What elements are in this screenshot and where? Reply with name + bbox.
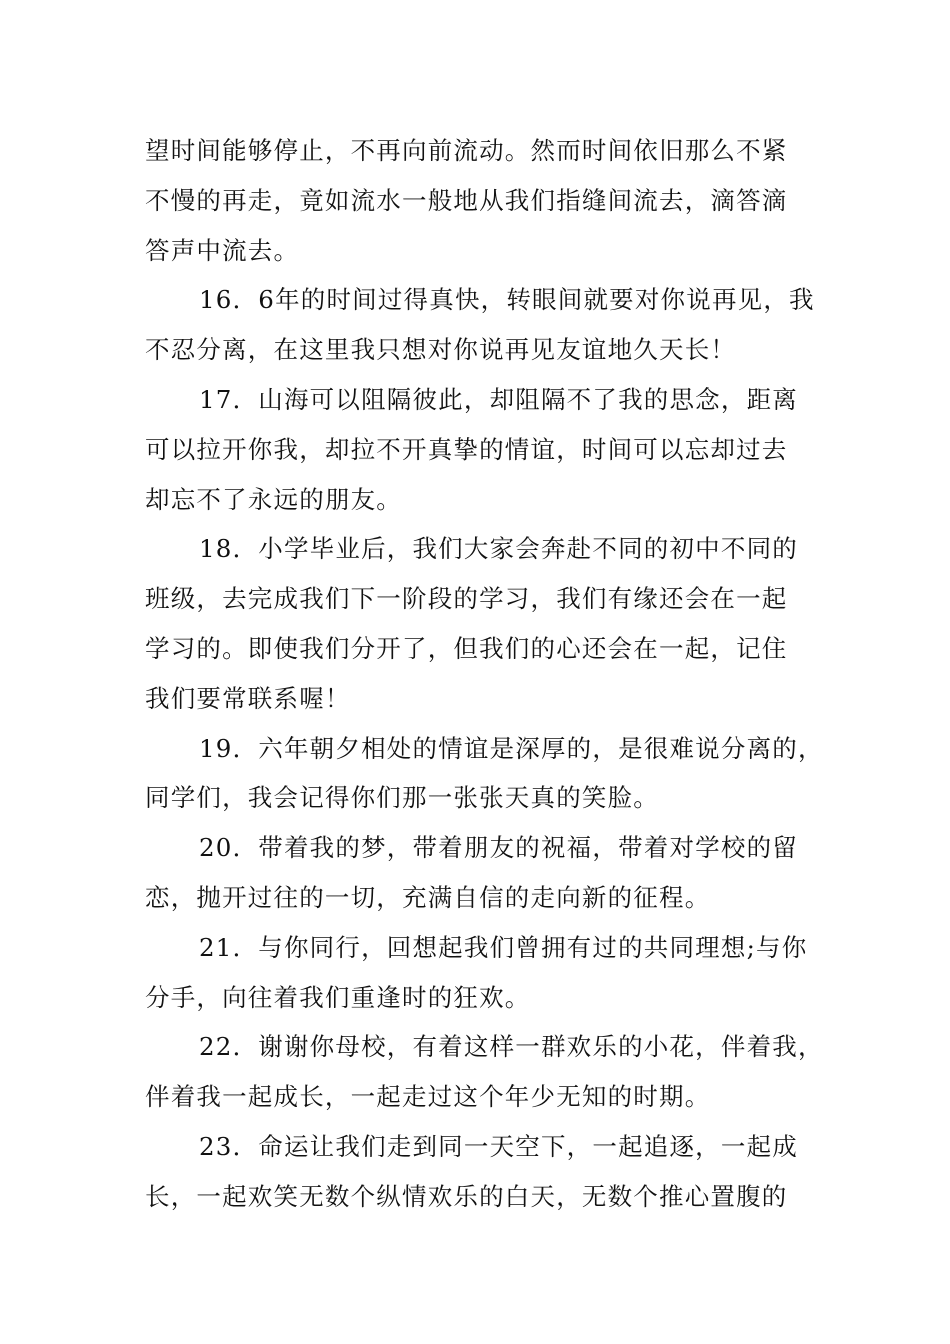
text-line: 同学们，我会记得你们那一张张天真的笑脸。 <box>145 783 659 813</box>
text-line: 我们要常联系喔！ <box>145 683 351 713</box>
text-line: 伴着我一起成长，一起走过这个年少无知的时期。 <box>145 1082 711 1112</box>
text-line: 18．小学毕业后，我们大家会奔赴不同的初中不同的 <box>199 534 798 564</box>
text-line: 23．命运让我们走到同一天空下，一起追逐，一起成 <box>199 1131 798 1161</box>
text-line: 长，一起欢笑无数个纵情欢乐的白天，无数个推心置腹的 <box>145 1181 788 1211</box>
text-line: 分手，向往着我们重逢时的狂欢。 <box>145 982 531 1012</box>
text-line: 19．六年朝夕相处的情谊是深厚的，是很难说分离的， <box>199 733 824 763</box>
text-line: 17．山海可以阻隔彼此，却阻隔不了我的思念，距离 <box>199 384 798 414</box>
text-line: 望时间能够停止，不再向前流动。然而时间依旧那么不紧 <box>145 136 788 165</box>
text-line: 16．6年的时间过得真快，转眼间就要对你说再见，我 <box>199 285 815 315</box>
text-line: 不忍分离，在这里我只想对你说再见友谊地久天长！ <box>145 335 737 365</box>
text-line: 班级，去完成我们下一阶段的学习，我们有缘还会在一起 <box>145 584 788 614</box>
text-line: 学习的。即使我们分开了，但我们的心还会在一起，记住 <box>145 633 788 663</box>
text-line: 恋，抛开过往的一切，充满自信的走向新的征程。 <box>145 882 711 912</box>
text-line: 可以拉开你我，却拉不开真挚的情谊，时间可以忘却过去 <box>145 434 788 464</box>
text-line: 答声中流去。 <box>145 235 300 265</box>
text-line: 不慢的再走，竟如流水一般地从我们指缝间流去，滴答滴 <box>145 185 788 215</box>
text-line: 22．谢谢你母校，有着这样一群欢乐的小花，伴着我， <box>199 1032 824 1062</box>
text-line: 却忘不了永远的朋友。 <box>145 484 402 514</box>
text-line: 21．与你同行，回想起我们曾拥有过的共同理想;与你 <box>199 932 808 962</box>
document-body <box>145 126 824 1222</box>
text-line: 20．带着我的梦，带着朋友的祝福，带着对学校的留 <box>199 833 798 863</box>
